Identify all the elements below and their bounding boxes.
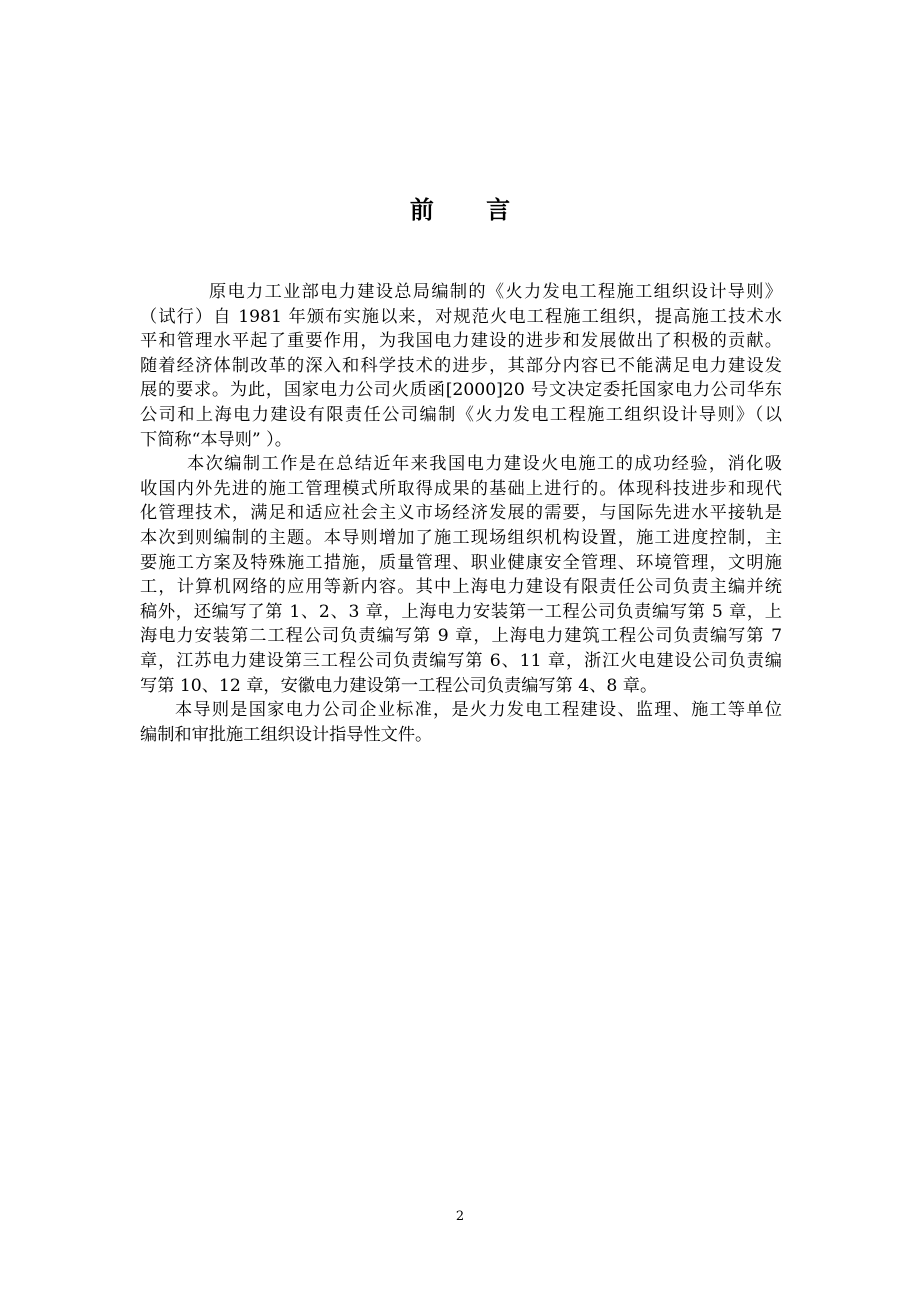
- text-line: 章，江苏电力建设第三工程公司负责编写第 6、11 章，浙江火电建设公司负责编: [140, 650, 782, 671]
- page-number: 2: [455, 1209, 465, 1224]
- text-line: （试行）自 1981 年颁布实施以来，对规范火电工程施工组织，提高施工技术水: [140, 306, 782, 327]
- text-line: 化管理技术，满足和适应社会主义市场经济发展的需要，与国际先进水平接轨是: [140, 503, 782, 524]
- paragraph-2: [140, 452, 782, 698]
- text-line: 下简称“本导则” ）。: [140, 429, 292, 450]
- text-line: 工，计算机网络的应用等新内容。其中上海电力建设有限责任公司负责主编并统: [140, 577, 782, 598]
- text-line: 随着经济体制改革的深入和科学技术的进步，其部分内容已不能满足电力建设发: [140, 355, 782, 376]
- text-line: 原电力工业部电力建设总局编制的《火力发电工程施工组织设计导则》: [209, 282, 782, 302]
- body-text: [140, 280, 782, 747]
- text-line: 本次到则编制的主题。本导则增加了施工现场组织机构设置，施工进度控制，主: [140, 527, 782, 548]
- text-line: 要施工方案及特殊施工措施，质量管理、职业健康安全管理、环境管理，文明施: [140, 552, 782, 573]
- text-line: 海电力安装第二工程公司负责编写第 9 章，上海电力建筑工程公司负责编写第 7: [140, 626, 782, 647]
- text-line: 本导则是国家电力公司企业标准，是火力发电工程建设、监理、施工等单位: [175, 700, 782, 721]
- text-line: 收国内外先进的施工管理模式所取得成果的基础上进行的。体现科技进步和现代: [140, 478, 782, 499]
- text-line: 展的要求。为此，国家电力公司火质函[2000]20 号文决定委托国家电力公司华东: [140, 380, 782, 401]
- text-line: 平和管理水平起了重要作用，为我国电力建设的进步和发展做出了积极的贡献。: [140, 331, 782, 352]
- text-line: 公司和上海电力建设有限责任公司编制《火力发电工程施工组织设计导则》（以: [140, 404, 782, 425]
- text-line: 稿外，还编写了第 1、2、3 章，上海电力安装第一工程公司负责编写第 5 章，上: [140, 601, 782, 622]
- paragraph-3: [140, 698, 782, 747]
- text-line: 编制和审批施工组织设计指导性文件。: [140, 724, 433, 745]
- paragraph-1: [140, 280, 782, 452]
- page-title: 前 言: [409, 195, 533, 224]
- text-line: 本次编制工作是在总结近年来我国电力建设火电施工的成功经验，消化吸: [187, 454, 782, 475]
- text-line: 写第 10、12 章，安徽电力建设第一工程公司负责编写第 4、8 章。: [140, 675, 658, 696]
